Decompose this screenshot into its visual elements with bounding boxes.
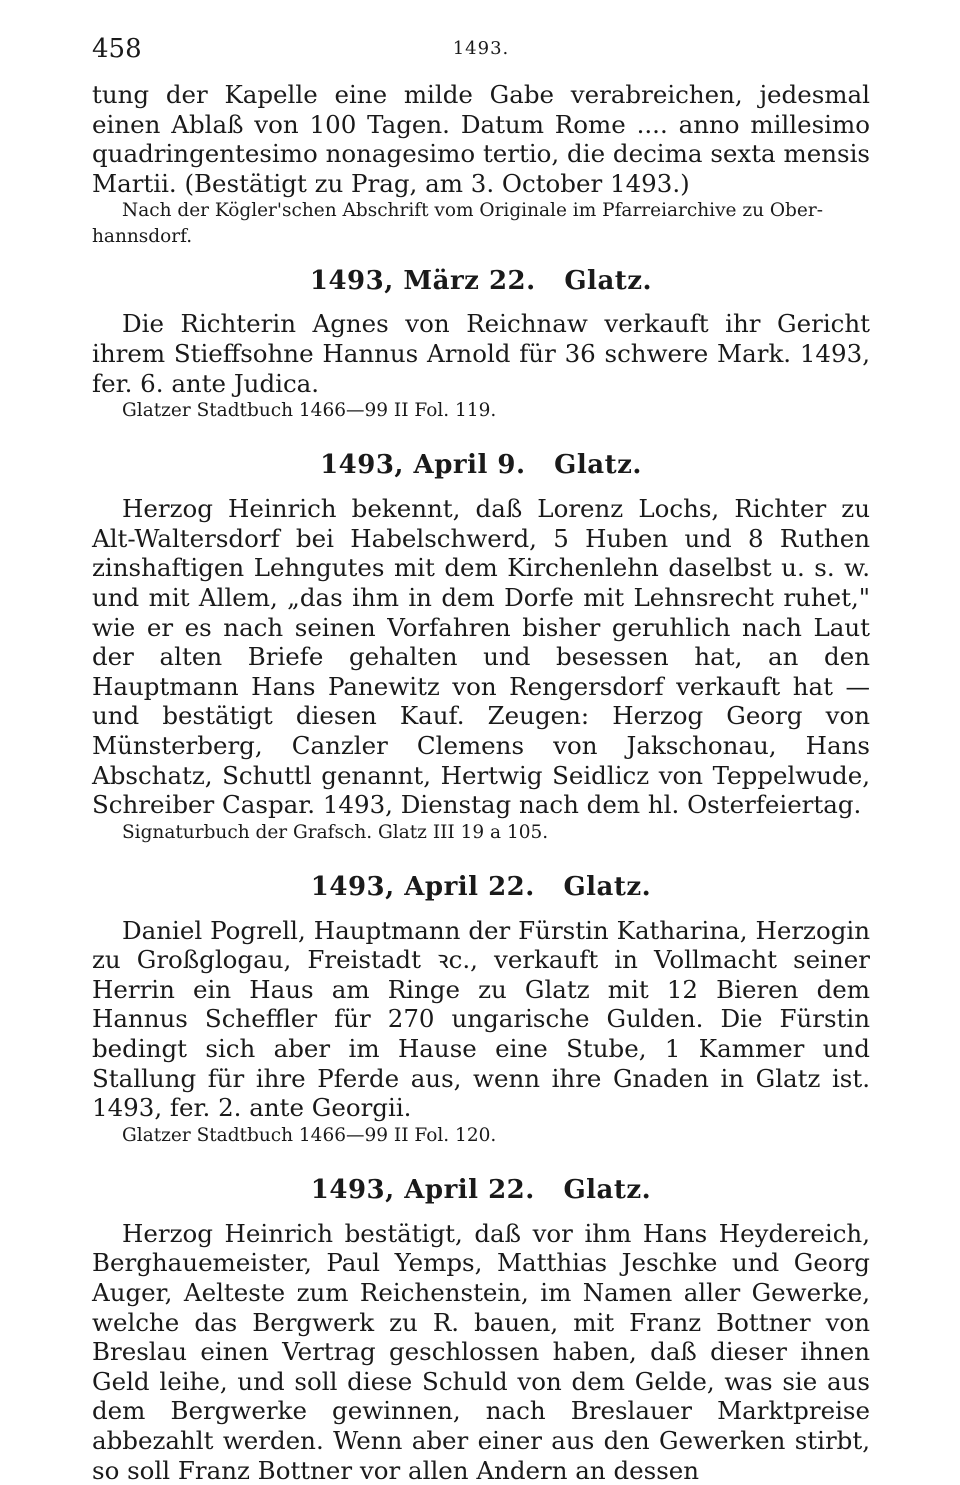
entry-1493-maerz-22 bbox=[92, 266, 870, 424]
entry-continuation bbox=[92, 80, 870, 250]
document-page bbox=[92, 34, 870, 1485]
entry-heading: 1493, März 22. Glatz. bbox=[309, 266, 653, 297]
entry-text: Herzog Heinrich bestätigt, daß vor ihm Hans Heydereich, Berghauemeister, Paul Yemps, Matthias Jeschke und Georg Auger, Aelteste zum Reichenstein, im Namen aller Gewerke, welche das Bergwerk zu R. bauen, mit Franz Bottner von Breslau einen Vertrag geschlossen haben, daß dieser ihnen Geld leihe, und soll diese Schuld von dem Gelde, was sie aus dem Bergwerke gewinnen, nach Breslauer Marktpreise abbezahlt werden. Wenn aber einer aus den Gewerken stirbt, so soll Franz Bottner vor allen Andern an dessen bbox=[92, 1218, 870, 1485]
entry-1493-april-22-b bbox=[92, 1175, 870, 1485]
entry-text: Herzog Heinrich bekennt, daß Lorenz Lochs, Richter zu Alt-Waltersdorf bei Habelschwerd, 5 Huben und 8 Ruthen zinshaftigen Lehngutes mit dem Kirchenlehn daselbst u. s. w. und mit Allem, „das ihm in dem Dorfe mit Lehnsrecht ruhet," wie er es nach seinen Vorfahren bisher geruhlich nach Laut der alten Briefe gehalten und besessen hat, an den Hauptmann Hans Panewitz von Rengersdorf verkauft hat — und bestätigt diesen Kauf. Zeugen: Herzog Georg von Münsterberg, Canzler Clemens von Jakschonau, Hans Abschatz, Schuttl genannt, Hertwig Seidlicz von Teppelwude, Schreiber Caspar. 1493, Dienstag nach dem hl. Osterfeiertag. bbox=[92, 494, 870, 820]
entry-heading: 1493, April 22. Glatz. bbox=[310, 1174, 652, 1205]
page-number: 458 bbox=[92, 34, 142, 64]
entry-source: Glatzer Stadtbuch 1466—99 II Fol. 120. bbox=[122, 1124, 497, 1146]
entry-heading: 1493, April 9. Glatz. bbox=[320, 450, 642, 481]
entry-text: Daniel Pogrell, Hauptmann der Fürstin Katharina, Herzogin zu Großglogau, Freistadt ꝛc., verkauft in Vollmacht seiner Herrin ein Haus am Ringe zu Glatz mit 12 Bieren dem Hannus Scheffler für 270 ungarische Gulden. Die Fürstin bedingt sich aber im Hause eine Stube, 1 Kammer und Stallung für ihre Pferde aus, wenn ihre Gnaden in Glatz ist. 1493, fer. 2. ante Georgii. bbox=[92, 915, 870, 1123]
entry-text: Die Richterin Agnes von Reichnaw verkauft ihr Gericht ihrem Stieffsohne Hannus Arnold für 36 schwere Mark. 1493, fer. 6. ante Judica. bbox=[92, 309, 870, 398]
page-header bbox=[92, 34, 870, 80]
entry-text: tung der Kapelle eine milde Gabe verabreichen, jedesmal einen Ablaß von 100 Tagen. Datum Rome .... anno millesimo quadringentesimo nonagesimo tertio, die decima sexta mensis Martii. (Bestätigt zu Prag, am 3. October 1493.) bbox=[92, 80, 870, 198]
entry-source: Signaturbuch der Grafsch. Glatz III 19 a 105. bbox=[122, 821, 549, 843]
entry-1493-april-9 bbox=[92, 450, 870, 846]
entry-1493-april-22-a bbox=[92, 872, 870, 1149]
running-title: 1493. bbox=[452, 38, 510, 59]
entry-heading: 1493, April 22. Glatz. bbox=[310, 871, 652, 902]
entry-source: Nach der Kögler'schen Abschrift vom Originale im Pfarreiarchive zu Ober-hannsdorf. bbox=[92, 200, 823, 248]
entry-source: Glatzer Stadtbuch 1466—99 II Fol. 119. bbox=[122, 400, 497, 422]
